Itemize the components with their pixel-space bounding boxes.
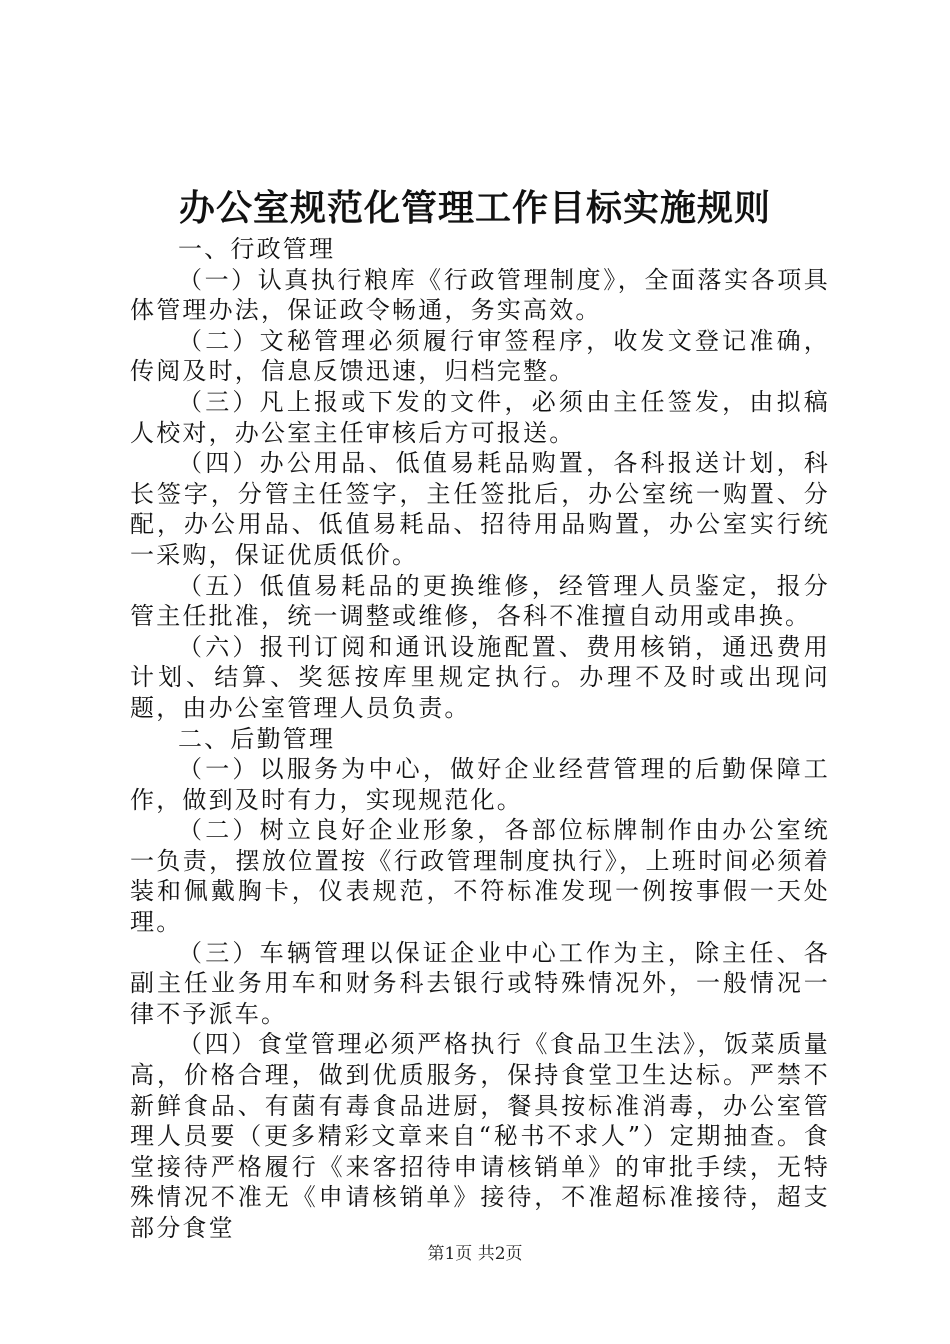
document-body: [130, 234, 830, 1244]
paragraph: （二）文秘管理必须履行审签程序，收发文登记准确，传阅及时，信息反馈迅速，归档完整。: [130, 326, 830, 386]
page-number-footer: 第1页 共2页: [427, 1244, 523, 1264]
paragraph: （一）认真执行粮库《行政管理制度》，全面落实各项具体管理办法，保证政令畅通，务实高效。: [130, 265, 830, 325]
paragraph: （二）树立良好企业形象，各部位标牌制作由办公室统一负责，摆放位置按《行政管理制度执行》，上班时间必须着装和佩戴胸卡，仪表规范，不符标准发现一例按事假一天处理。: [130, 816, 830, 937]
section-heading-logistics: 二、后勤管理: [178, 724, 336, 753]
paragraph: （五）低值易耗品的更换维修，经管理人员鉴定，报分管主任批准，统一调整或维修，各科不准擅自动用或串换。: [130, 571, 830, 631]
paragraph: （四）食堂管理必须严格执行《食品卫生法》，饭菜质量高，价格合理，做到优质服务，保持食堂卫生达标。严禁不新鲜食品、有菌有毒食品进厨，餐具按标准消毒，办公室管理人员要（更多精彩文章来自“秘书不求人”）定期抽查。食堂接待严格履行《来客招待申请核销单》的审批手续，无特殊情况不准无《申请核销单》接待，不准超标准接待，超支部分食堂: [130, 1030, 830, 1242]
section-heading-admin: 一、行政管理: [178, 235, 336, 263]
document-title: 办公室规范化管理工作目标实施规则: [178, 187, 771, 229]
paragraph: （三）车辆管理以保证企业中心工作为主，除主任、各副主任业务用车和财务科去银行或特殊情况外，一般情况一律不予派车。: [130, 938, 830, 1028]
paragraph: （三）凡上报或下发的文件，必须由主任签发，由拟稿人校对，办公室主任审核后方可报送。: [130, 387, 830, 447]
paragraph: （一）以服务为中心，做好企业经营管理的后勤保障工作，做到及时有力，实现规范化。: [130, 755, 830, 814]
paragraph: （六）报刊订阅和通讯设施配置、费用核销，通迅费用计划、结算、奖惩按库里规定执行。办理不及时或出现问题，由办公室管理人员负责。: [130, 632, 830, 722]
paragraph: （四）办公用品、低值易耗品购置，各科报送计划，科长签字，分管主任签字，主任签批后，办公室统一购置、分配，办公用品、低值易耗品、招待用品购置，办公室实行统一采购，保证优质低价。: [130, 449, 830, 569]
